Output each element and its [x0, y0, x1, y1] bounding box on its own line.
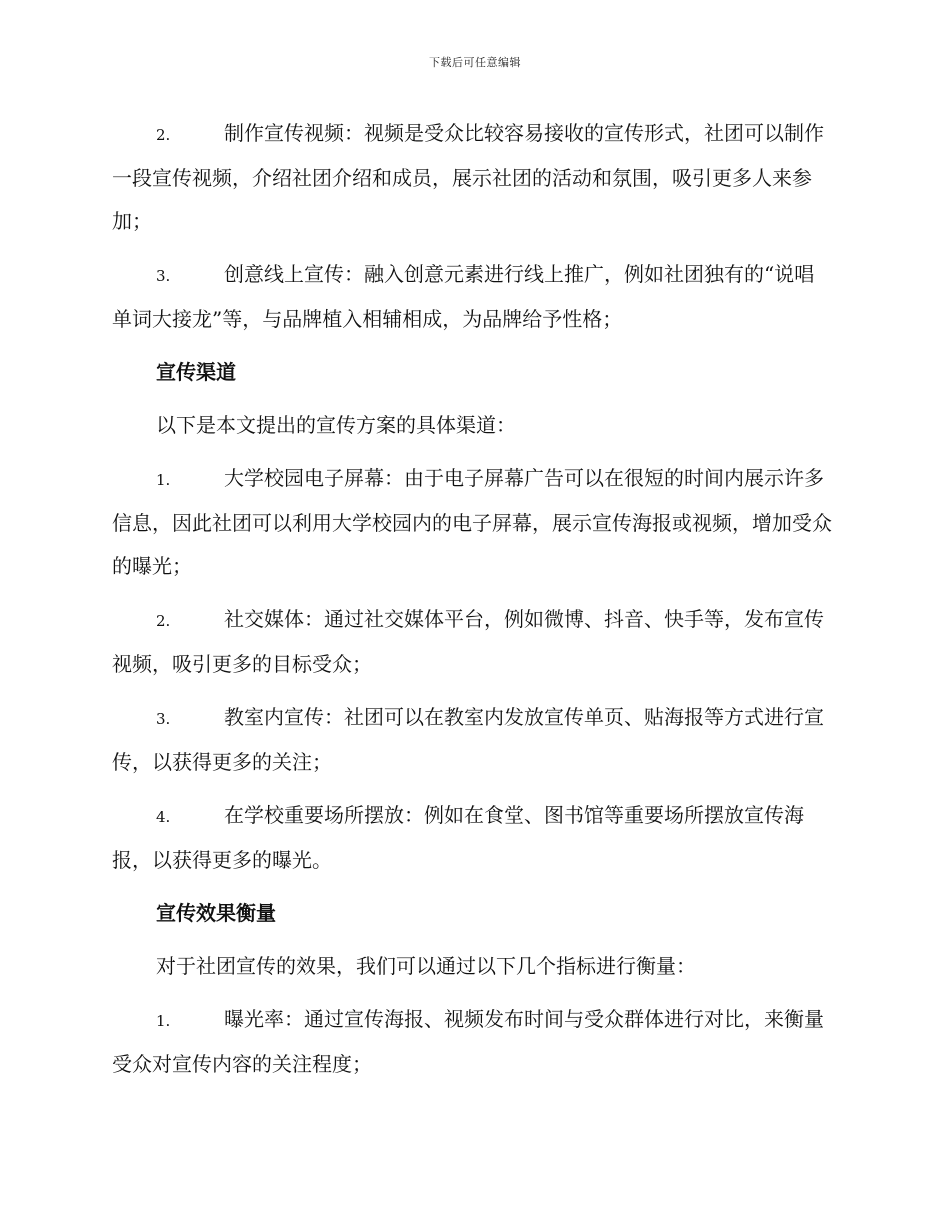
list-number: 4.: [156, 808, 171, 826]
document-body: [112, 112, 834, 1096]
list-text: 社交媒体：通过社交媒体平台，例如微博、抖音、快手等，发布宣传视频，吸引更多的目标受众；: [112, 607, 824, 676]
list-item: [112, 998, 834, 1086]
list-item: [112, 598, 834, 686]
list-number: 3.: [156, 710, 171, 728]
list-item: [112, 457, 834, 588]
list-text: 制作宣传视频：视频是受众比较容易接收的宣传形式，社团可以制作一段宣传视频，介绍社团介绍和成员，展示社团的活动和氛围，吸引更多人来参加；: [112, 121, 824, 233]
list-text: 在学校重要场所摆放：例如在食堂、图书馆等重要场所摆放宣传海报，以获得更多的曝光。: [112, 803, 804, 872]
section-heading-effect: 宣传效果衡量: [156, 901, 276, 925]
list-number: 3.: [156, 267, 171, 285]
list-number: 1.: [156, 471, 171, 489]
list-item: [112, 253, 834, 341]
list-text: 曝光率：通过宣传海报、视频发布时间与受众群体进行对比，来衡量受众对宣传内容的关注程度；: [112, 1007, 824, 1076]
section-intro-effect: 对于社团宣传的效果，我们可以通过以下几个指标进行衡量：: [156, 954, 696, 978]
section-intro-channels: 以下是本文提出的宣传方案的具体渠道：: [156, 413, 516, 437]
list-text: 教室内宣传：社团可以在教室内发放宣传单页、贴海报等方式进行宣传，以获得更多的关注；: [112, 705, 824, 774]
section-heading-channels: 宣传渠道: [156, 360, 236, 384]
list-item: [112, 794, 834, 882]
list-text: 创意线上宣传：融入创意元素进行线上推广，例如社团独有的“说唱单词大接龙”等，与品牌植入相辅相成，为品牌给予性格；: [112, 262, 815, 331]
list-number: 2.: [156, 126, 171, 144]
list-number: 1.: [156, 1012, 171, 1030]
list-item: [112, 696, 834, 784]
list-text: 大学校园电子屏幕：由于电子屏幕广告可以在很短的时间内展示许多信息，因此社团可以利用大学校园内的电子屏幕，展示宣传海报或视频，增加受众的曝光；: [112, 466, 832, 578]
page-header: 下载后可任意编辑: [429, 56, 521, 69]
list-number: 2.: [156, 612, 171, 630]
list-item: [112, 112, 834, 243]
